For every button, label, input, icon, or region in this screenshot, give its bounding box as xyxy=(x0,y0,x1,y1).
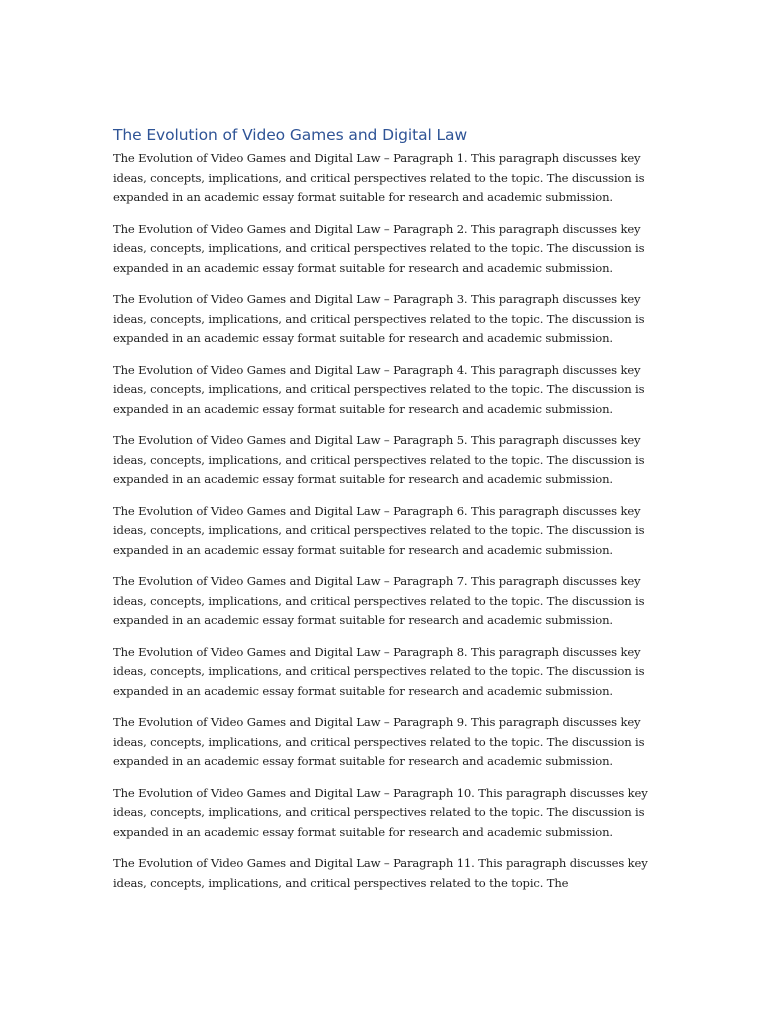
paragraph-2: The Evolution of Video Games and Digital Law – Paragraph 2. This paragraph discusses key ideas, concepts, implications, and critical perspectives related to the topic. The discussion is expanded in an academic essay format suitable for research and academic submission. xyxy=(113,221,645,275)
document-title: The Evolution of Video Games and Digital Law xyxy=(113,126,468,144)
paragraph-8: The Evolution of Video Games and Digital Law – Paragraph 8. This paragraph discusses key ideas, concepts, implications, and critical perspectives related to the topic. The discussion is expanded in an academic essay format suitable for research and academic submission. xyxy=(113,644,645,698)
paragraph-3: The Evolution of Video Games and Digital Law – Paragraph 3. This paragraph discusses key ideas, concepts, implications, and critical perspectives related to the topic. The discussion is expanded in an academic essay format suitable for research and academic submission. xyxy=(113,292,645,345)
paragraph-9: The Evolution of Video Games and Digital Law – Paragraph 9. This paragraph discusses key ideas, concepts, implications, and critical perspectives related to the topic. The discussion is expanded in an academic essay format suitable for research and academic submission. xyxy=(113,715,645,768)
paragraph-10: The Evolution of Video Games and Digital Law – Paragraph 10. This paragraph discusses key ideas, concepts, implications, and critical perspectives related to the topic. The discussion is expanded in an academic essay format suitable for research and academic submission. xyxy=(113,785,648,839)
paragraph-11: The Evolution of Video Games and Digital Law – Paragraph 11. This paragraph discusses key ideas, concepts, implications, and critical perspectives related to the topic. The xyxy=(113,856,648,890)
paragraph-5: The Evolution of Video Games and Digital Law – Paragraph 5. This paragraph discusses key ideas, concepts, implications, and critical perspectives related to the topic. The discussion is expanded in an academic essay format suitable for research and academic submission. xyxy=(113,433,645,486)
paragraph-7: The Evolution of Video Games and Digital Law – Paragraph 7. This paragraph discusses key ideas, concepts, implications, and critical perspectives related to the topic. The discussion is expanded in an academic essay format suitable for research and academic submission. xyxy=(113,574,645,627)
paragraph-6: The Evolution of Video Games and Digital Law – Paragraph 6. This paragraph discusses key ideas, concepts, implications, and critical perspectives related to the topic. The discussion is expanded in an academic essay format suitable for research and academic submission. xyxy=(113,503,645,557)
document-body xyxy=(113,124,658,905)
paragraph-1: The Evolution of Video Games and Digital Law – Paragraph 1. This paragraph discusses key ideas, concepts, implications, and critical perspectives related to the topic. The discussion is expanded in an academic essay format suitable for research and academic submission. xyxy=(113,151,645,204)
paragraph-4: The Evolution of Video Games and Digital Law – Paragraph 4. This paragraph discusses key ideas, concepts, implications, and critical perspectives related to the topic. The discussion is expanded in an academic essay format suitable for research and academic submission. xyxy=(113,362,645,416)
